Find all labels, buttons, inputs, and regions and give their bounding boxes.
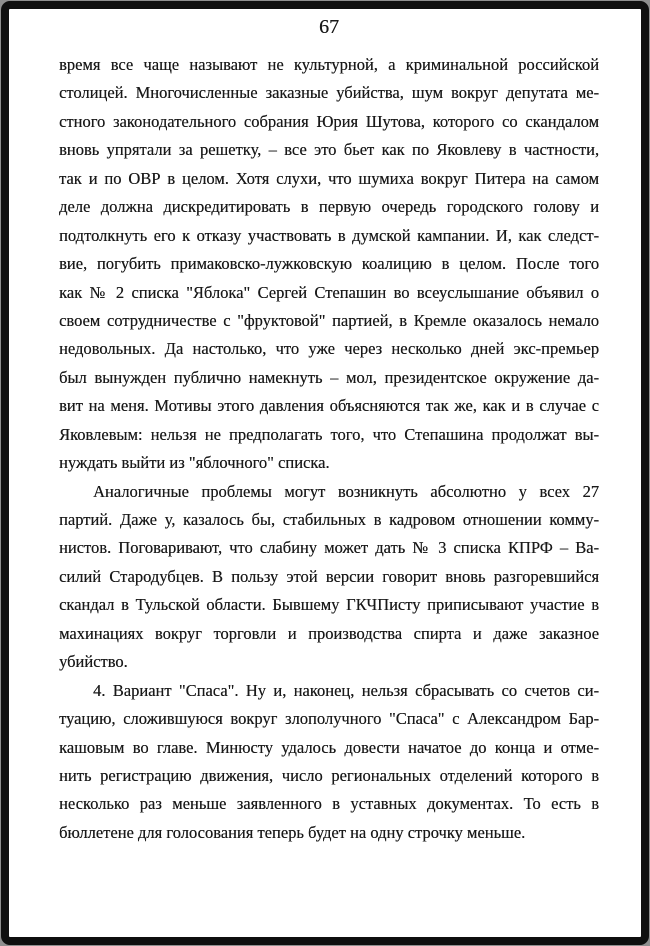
text-line: столицей. Многочисленные заказные убийства, шум вокруг депутата ме- (59, 83, 599, 103)
text-line: как № 2 списка "Яблока" Сергей Степашин во всеуслышание объявил о (59, 282, 599, 302)
text-line: вновь упрятали за решетку, – все это бьет как по Яковлеву в частности, (59, 140, 599, 160)
text-block (59, 51, 599, 847)
text-line: бюллетене для голосования теперь будет на одну строчку меньше. (59, 822, 526, 842)
text-line: туацию, сложившуюся вокруг злополучного "Спаса" с Александром Бар- (59, 709, 599, 729)
text-line: нить регистрацию движения, число региональных отделений которого в (59, 765, 599, 785)
text-line: Аналогичные проблемы могут возникнуть абсолютно у всех 27 (93, 481, 599, 501)
page-number: 67 (319, 16, 339, 38)
text-line: деле должна дискредитировать в первую очередь городского голову и (59, 197, 599, 217)
text-line: так и по ОВР в целом. Хотя слухи, что шумиха вокруг Питера на самом (59, 168, 599, 188)
text-line: силий Стародубцев. В пользу этой версии говорит вновь разгоревшийся (59, 566, 599, 586)
text-line: убийство. (59, 652, 128, 672)
text-line: вит на меня. Мотивы этого давления объясняются так же, как и в случае с (59, 396, 599, 416)
text-line: несколько раз меньше заявленного в уставных документах. То есть в (59, 794, 599, 814)
text-line: 4. Вариант "Спаса". Ну и, наконец, нельзя сбрасывать со счетов си- (93, 680, 599, 700)
text-line: махинациях вокруг торговли и производства спирта и даже заказное (59, 623, 599, 643)
text-line: подтолкнуть его к отказу участвовать в думской кампании. И, как следст- (59, 225, 599, 245)
text-line: стного законодательного собрания Юрия Шутова, которого со скандалом (59, 111, 599, 131)
text-line: Яковлевым: нельзя не предполагать того, что Степашина продолжат вы- (59, 424, 599, 444)
text-line: партий. Даже у, казалось бы, стабильных в кадровом отношении комму- (59, 510, 599, 529)
text-line: время все чаще называют не культурной, а криминальной российской (59, 55, 599, 74)
text-line: кашовым во главе. Минюсту удалось довести начатое до конца и отме- (59, 737, 599, 757)
text-line: был вынужден публично намекнуть – мол, президентское окружение да- (59, 367, 599, 387)
text-line: скандал в Тульской области. Бывшему ГКЧПисту приписывают участие в (59, 595, 599, 615)
text-line: нистов. Поговаривают, что слабину может дать № 3 списка КПРФ – Ва- (59, 538, 599, 558)
text-line: недовольных. Да настолько, что уже через несколько дней экс-премьер (59, 339, 599, 359)
text-line: нуждать выйти из "яблочного" списка. (59, 453, 330, 473)
text-line: своем сотрудничестве с "фруктовой" партией, в Кремле оказалось немало (59, 310, 599, 330)
text-line: вие, погубить примаковско-лужковскую коалицию в целом. После того (59, 254, 599, 274)
